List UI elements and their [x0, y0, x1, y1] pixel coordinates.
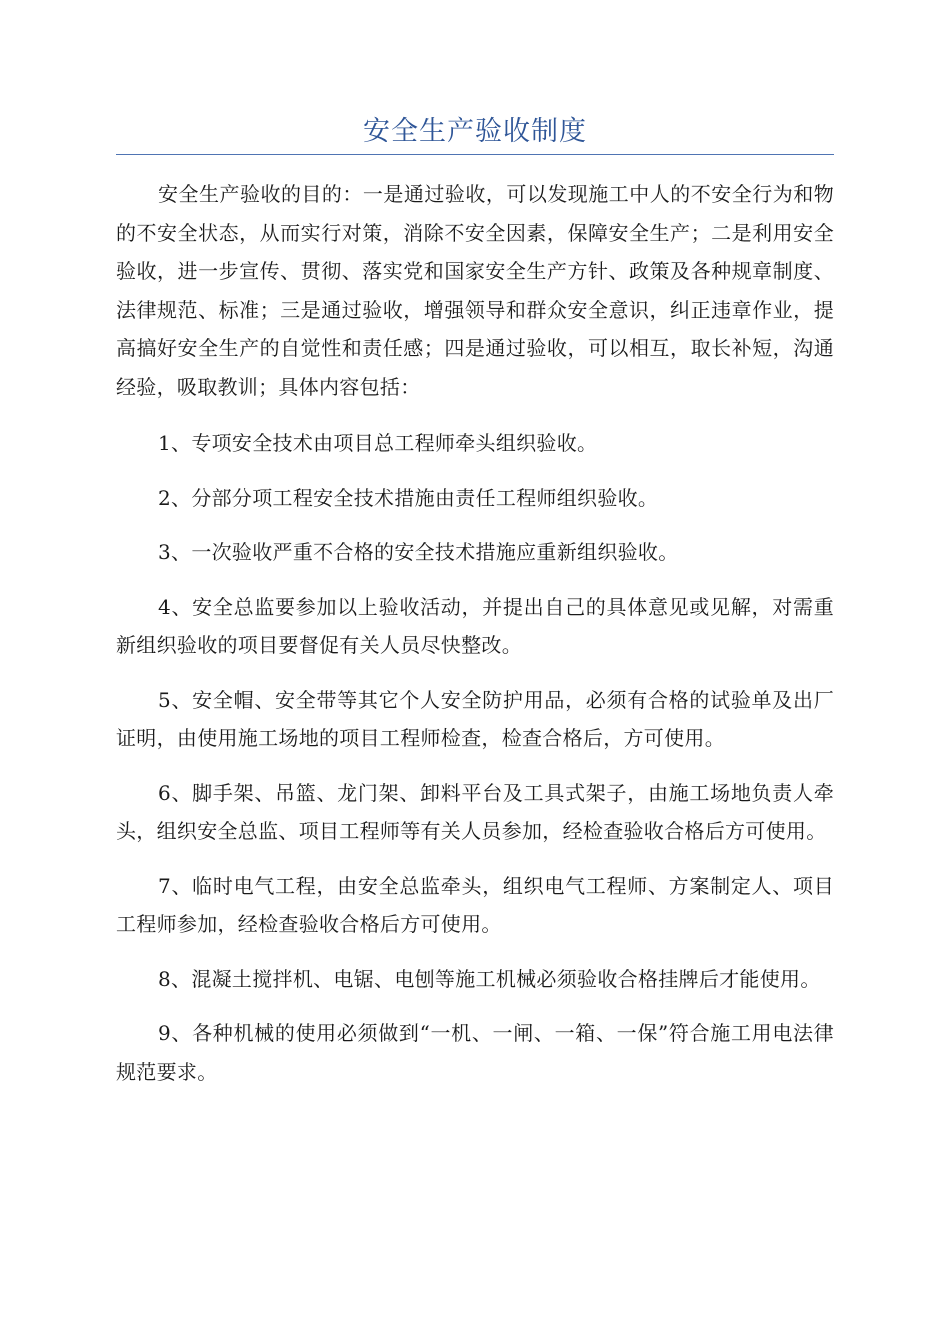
list-item-7: 7、临时电气工程，由安全总监牵头，组织电气工程师、方案制定人、项目工程师参加，经检查验收合格后方可使用。	[116, 873, 834, 936]
intro-paragraph: 安全生产验收的目的：一是通过验收，可以发现施工中人的不安全行为和物的不安全状态，从而实行对策，消除不安全因素，保障安全生产；二是利用安全验收，进一步宣传、贯彻、落实党和国家安全生产方针、政策及各种规章制度、法律规范、标准；三是通过验收，增强领导和群众安全意识，纠正违章作业，提高搞好安全生产的自觉性和责任感；四是通过验收，可以相互，取长补短，沟通经验，吸取教训；具体内容包括：	[116, 182, 834, 399]
list-item-9: 9、各种机械的使用必须做到“一机、一闸、一箱、一保”符合施工用电法律规范要求。	[116, 1021, 834, 1084]
list-item-2: 2、分部分项工程安全技术措施由责任工程师组织验收。	[158, 485, 659, 510]
list-item-4: 4、安全总监要参加以上验收活动，并提出自己的具体意见或见解，对需重新组织验收的项目要督促有关人员尽快整改。	[116, 594, 834, 657]
list-item-8: 8、混凝土搅拌机、电锯、电刨等施工机械必须验收合格挂牌后才能使用。	[158, 966, 821, 991]
document-title: 安全生产验收制度	[363, 116, 587, 147]
title-divider	[116, 154, 834, 155]
list-item-1: 1、专项安全技术由项目总工程师牵头组织验收。	[158, 431, 598, 455]
list-item-5: 5、安全帽、安全带等其它个人安全防护用品，必须有合格的试验单及出厂证明，由使用施工场地的项目工程师检查，检查合格后，方可使用。	[116, 687, 834, 750]
document-body	[116, 175, 834, 1107]
list-item-6: 6、脚手架、吊篮、龙门架、卸料平台及工具式架子，由施工场地负责人牵头，组织安全总监、项目工程师等有关人员参加，经检查验收合格后方可使用。	[116, 780, 834, 843]
list-item-3: 3、一次验收严重不合格的安全技术措施应重新组织验收。	[158, 540, 679, 564]
